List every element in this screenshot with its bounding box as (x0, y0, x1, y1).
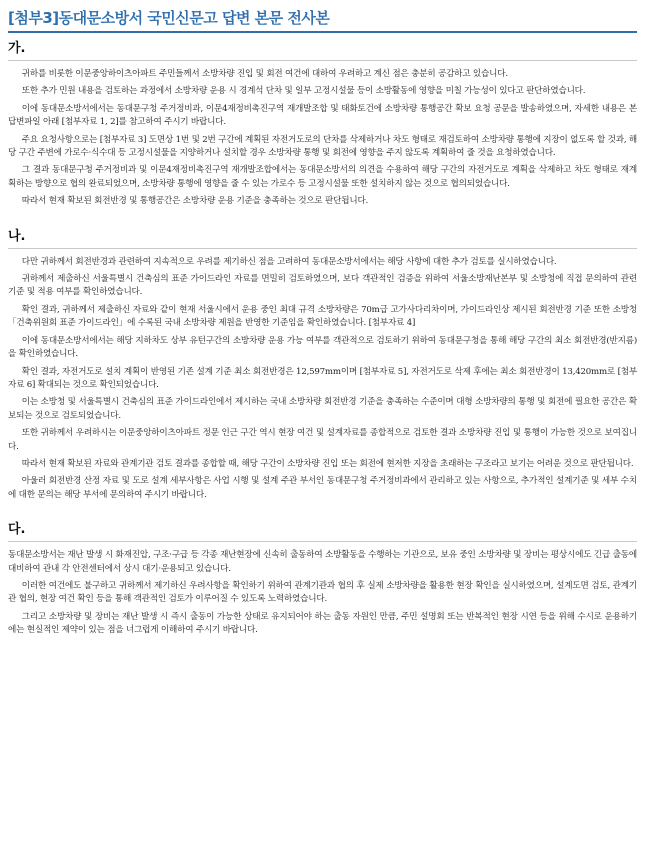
paragraph: 또한 귀하께서 우려하시는 이문중앙하이츠아파트 정문 인근 구간 역시 현장 여건 및 설계자료를 종합적으로 검토한 결과 소방차량 진입 및 통행이 가능한 것으로 보여집니다. (8, 428, 637, 452)
section-heading: 가. (8, 41, 637, 61)
section-spacer (8, 213, 637, 229)
paragraph: 확인 결과, 귀하께서 제출하신 자료와 같이 현재 서울시에서 운용 중인 최대 규격 소방차량은 70m급 고가사다리차이며, 가이드라인상 제시된 회전반경 기준 또한 소방청 「건축위원회 표준 가이드라인」에 수록된 국내 소방차량 제원을 반영한 기준임을 확인하였습니다. [첨부자료 4] (8, 304, 637, 329)
section-spacer (8, 506, 637, 522)
paragraph: 주요 요청사항으로는 [첨부자료 3] 도면상 1번 및 2번 구간에 계획된 자전거도로의 단차를 삭제하거나 차도 형태로 재검토하여 소방차량 통행에 지장이 없도록 할 것과, 해당 구간 주변에 가로수·식수대 등 고정시설물을 지양하거나 설치할 경우 소방차량 통행 및 회전에 영향을 주지 않도록 계획하여 줄 것을 요청하였습니다. (8, 134, 637, 159)
document-title: [첨부3]동대문소방서 국민신문고 답변 본문 전사본 (8, 6, 637, 33)
paragraph: 이에 동대문소방서에서는 해당 지하차도 상부 유턴구간의 소방차량 운용 가능 여부를 객관적으로 검토하기 위하여 동대문구청을 통해 해당 구간의 최소 회전반경(반지름)을 확인하였습니다. (8, 335, 637, 360)
paragraph: 다만 귀하께서 회전반경과 관련하여 지속적으로 우려를 제기하신 점을 고려하여 동대문소방서에서는 해당 사항에 대한 추가 검토를 실시하였습니다. (21, 256, 557, 267)
section-heading: 다. (8, 522, 637, 542)
section-da (8, 522, 637, 637)
section-ga (8, 41, 637, 209)
paragraph: 아울러 회전반경 산정 자료 및 도로 설계 세부사항은 사업 시행 및 설계 주관 부서인 동대문구청 주거정비과에서 관리하고 있는 사항으로, 추가적인 설계기준 및 세부 수치에 대한 문의는 해당 부서에 문의하여 주시기 바랍니다. (8, 476, 637, 500)
paragraph: 확인 결과, 자전거도로 설치 계획이 반영된 기존 설계 기준 최소 회전반경은 12,597mm이며 [첨부자료 5], 자전거도로 삭제 후에는 최소 회전반경이 13,420mm로 [첨부자료 6] 확대되는 것으로 확인되었습니다. (8, 366, 637, 390)
section-heading: 나. (8, 229, 637, 249)
paragraph: 따라서 현재 확보된 자료와 관계기관 검토 결과를 종합할 때, 해당 구간이 소방차량 진입 또는 회전에 현저한 지장을 초래하는 구조라고 보기는 어려운 것으로 판단됩니다. (21, 458, 634, 469)
paragraph: 동대문소방서는 재난 발생 시 화재진압, 구조·구급 등 각종 재난현장에 신속히 출동하여 소방활동을 수행하는 기관으로, 보유 중인 소방차량 및 장비는 평상시에도 긴급 출동에 대비하여 관내 각 안전센터에서 상시 대기·운용되고 있습니다. (8, 550, 637, 574)
paragraph: 그 결과 동대문구청 주거정비과 및 이문4재정비촉진구역 재개발조합에서는 동대문소방서의 의견을 수용하여 해당 구간의 자전거도로 계획을 삭제하고 차도 형태로 재계획하는 방향으로 협의 완료되었으며, 소방차량 통행에 영향을 줄 수 있는 가로수 등 고정시설물 또한 설치하지 않는 것으로 협의되었습니다. (8, 165, 637, 189)
paragraph: 귀하를 비롯한 이문중앙하이츠아파트 주민들께서 소방차량 진입 및 회전 여건에 대하여 우려하고 계신 점은 충분히 공감하고 있습니다. (21, 69, 508, 79)
paragraph: 귀하께서 제출하신 서울특별시 건축심의 표준 가이드라인 자료를 면밀히 검토하였으며, 보다 객관적인 검증을 위하여 서울소방재난본부 및 소방청에 직접 문의하여 관련 기준 및 적용 여부를 확인하였습니다. (8, 274, 637, 298)
paragraph: 따라서 현재 확보된 회전반경 및 통행공간은 소방차량 운용 기준을 충족하는 것으로 판단됩니다. (21, 196, 369, 207)
paragraph: 이는 소방청 및 서울특별시 건축심의 표준 가이드라인에서 제시하는 국내 소방차량 회전반경 기준을 충족하는 수준이며 대형 소방차량의 통행 및 회전에 필요한 공간은 확보되는 것으로 검토되었습니다. (8, 397, 637, 421)
paragraph: 이에 동대문소방서에서는 동대문구청 주거정비과, 이문4재정비촉진구역 재개발조합 및 태화토건에 소방차량 통행공간 확보 요청 공문을 발송하였으며, 자세한 내용은 본 답변파일 아래 [첨부자료 1, 2]를 참고하여 주시기 바랍니다. (8, 103, 637, 128)
paragraph: 이러한 여건에도 불구하고 귀하께서 제기하신 우려사항을 확인하기 위하여 관계기관과 협의 후 실제 소방차량을 활용한 현장 확인을 실시하였으며, 설계도면 검토, 관계기관 협의, 현장 여건 확인 등을 통해 객관적인 검토가 이루어질 수 있도록 노력하였습니다. (8, 580, 637, 605)
paragraph: 그리고 소방차량 및 장비는 재난 발생 시 즉시 출동이 가능한 상태로 유지되어야 하는 출동 자원인 만큼, 주민 설명회 또는 반복적인 현장 시연 등을 위해 수시로 운용하기에는 현실적인 제약이 있는 점을 너그럽게 이해하여 주시기 바랍니다. (8, 611, 637, 636)
section-na (8, 229, 637, 503)
paragraph: 또한 추가 민원 내용을 검토하는 과정에서 소방차량 운용 시 경계석 단차 및 일부 고정시설물 등이 소방활동에 영향을 미칠 가능성이 있다고 판단하였습니다. (21, 86, 586, 97)
